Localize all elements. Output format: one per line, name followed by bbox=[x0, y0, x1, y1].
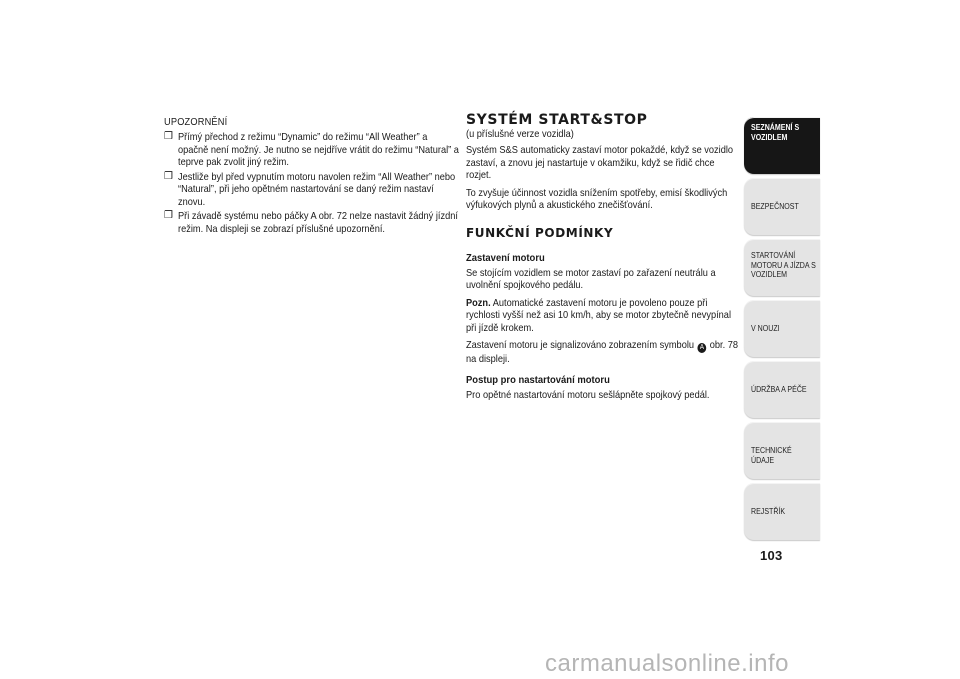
warning-item bbox=[164, 171, 454, 209]
watermark: carmanualsonline.info bbox=[545, 650, 789, 677]
stop-heading: Zastavení motoru bbox=[466, 251, 545, 264]
signal-text-after: obr. 78 na displeji. bbox=[466, 339, 738, 365]
intro-paragraph-2: To zvyšuje účinnost vozidla snížením spotřeby, emisí škodlivých výfukových plynů a akustického znečišťování. bbox=[466, 186, 728, 211]
restart-heading: Postup pro nastartování motoru bbox=[466, 373, 610, 386]
tab-label: ÚDRŽBA A PÉČE bbox=[751, 384, 807, 394]
restart-text: Pro opětné nastartování motoru sešlápněte spojkový pedál. bbox=[466, 388, 710, 401]
tab-label: TECHNICKÉ ÚDAJE bbox=[751, 445, 792, 465]
tab-label: V NOUZI bbox=[751, 323, 780, 333]
tab-label: SEZNÁMENÍ S VOZIDLEM bbox=[751, 122, 800, 142]
warning-item bbox=[164, 210, 458, 235]
checkbox-icon: ❒ bbox=[164, 170, 173, 182]
warning-item-text: Jestliže byl před vypnutím motoru navolen režim “All Weather” nebo “Natural”, při jeho opětném nastartování se daný režim nastaví znovu. bbox=[178, 170, 456, 208]
warning-block bbox=[164, 116, 459, 237]
checkbox-icon: ❒ bbox=[164, 131, 173, 142]
chapter-tabs bbox=[744, 117, 820, 544]
warning-item-text: Přímý přechod z režimu “Dynamic” do režimu “All Weather” a opačně není možný. Je nutno se nejdříve vrátit do režimu “Natural” a teprve pak zvolit jiný režim. bbox=[178, 131, 459, 168]
stop-text: Se stojícím vozidlem se motor zastaví po zařazení neutrálu a uvolnění spojkového pedálu. bbox=[466, 266, 716, 291]
tab-udrzba-a-pece[interactable] bbox=[744, 361, 820, 418]
tab-technicke-udaje[interactable] bbox=[744, 422, 820, 479]
tab-rejstrik[interactable] bbox=[744, 483, 820, 540]
subsection-title: FUNKČNÍ PODMÍNKY bbox=[466, 225, 614, 240]
main-content bbox=[466, 112, 746, 406]
checkbox-icon: ❒ bbox=[164, 210, 173, 221]
note-lead: Pozn. bbox=[466, 296, 491, 309]
warning-item bbox=[164, 131, 459, 169]
warning-title: UPOZORNĚNÍ bbox=[164, 116, 228, 128]
tab-bezpecnost[interactable] bbox=[744, 178, 820, 235]
warning-list bbox=[164, 131, 459, 235]
note-text: Automatické zastavení motoru je povoleno pouze při rychlosti vyšší než asi 10 km/h, aby se motor zbytečně nevypínal při jízdě krokem. bbox=[466, 296, 732, 334]
tab-startovani-motoru[interactable] bbox=[744, 239, 820, 296]
engine-stop-symbol-icon: A bbox=[697, 343, 706, 353]
tab-label: REJSTŘÍK bbox=[751, 506, 786, 516]
signal-paragraph bbox=[466, 339, 739, 366]
section-subtitle: (u příslušné verze vozidla) bbox=[466, 128, 574, 140]
tab-v-nouzi[interactable] bbox=[744, 300, 820, 357]
page-number: 103 bbox=[760, 548, 783, 563]
tab-seznameni-s-vozidlem[interactable] bbox=[744, 117, 820, 174]
intro-paragraph-1: Systém S&S automaticky zastaví motor pokaždé, když se vozidlo zastaví, a znovu jej nastartuje v okamžiku, když se řidič chce rozjet. bbox=[466, 144, 734, 181]
section-title: SYSTÉM START&STOP bbox=[466, 112, 648, 128]
tab-label: STARTOVÁNÍ MOTORU A JÍZDA S VOZIDLEM bbox=[751, 250, 816, 279]
tab-label: BEZPEČNOST bbox=[751, 201, 799, 211]
warning-item-text: Při závadě systému nebo páčky A obr. 72 nelze nastavit žádný jízdní režim. Na displeji se zobrazí příslušné upozornění. bbox=[178, 210, 458, 235]
signal-text-before: Zastavení motoru je signalizováno zobrazením symbolu bbox=[466, 339, 697, 351]
note-paragraph bbox=[466, 297, 739, 335]
